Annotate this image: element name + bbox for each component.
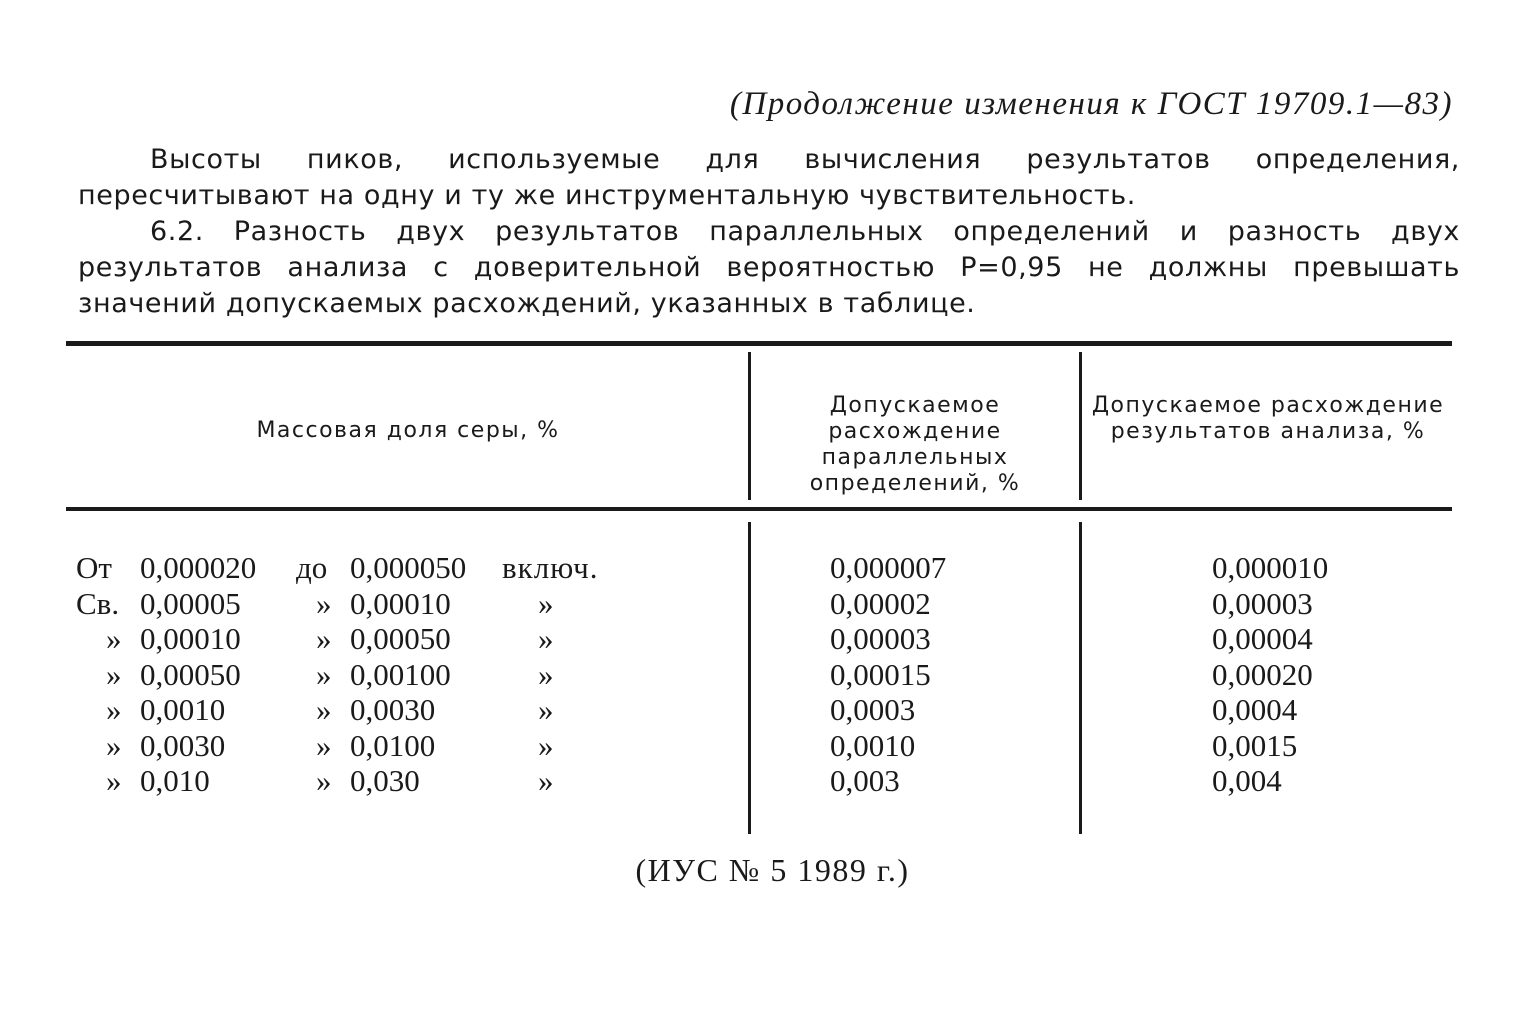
table-row — [0, 550, 1515, 586]
range-to: 0,000050 — [350, 550, 467, 585]
parallel-value: 0,00003 — [830, 621, 931, 656]
range-prefix: » — [106, 621, 122, 656]
range-to-word: » — [316, 727, 332, 763]
table-top-rule — [66, 341, 1452, 346]
table-row — [0, 692, 1515, 728]
range-to: 0,030 — [350, 763, 420, 798]
table-row — [0, 763, 1515, 799]
header-parallel-discrepancy: Допускаемое расхождение параллельных определений, % — [809, 393, 1021, 496]
page-header-title: (Продолжение изменения к ГОСТ 19709.1—83) — [729, 86, 1453, 122]
range-prefix: От — [76, 550, 112, 585]
range-from: 0,00005 — [140, 585, 241, 621]
range-suffix: » — [538, 585, 555, 621]
range-to-word: » — [316, 656, 332, 692]
range-suffix: » — [538, 621, 555, 656]
range-from: 0,000020 — [140, 550, 257, 585]
range-prefix: » — [106, 692, 122, 727]
analysis-value: 0,00020 — [1212, 656, 1313, 692]
range-to-word: до — [296, 550, 328, 585]
analysis-value: 0,0015 — [1212, 727, 1298, 763]
range-to: 0,00050 — [350, 621, 451, 656]
range-prefix: » — [106, 763, 122, 798]
paragraph-peak-heights: Высоты пиков, используемые для вычисления результатов определения, пересчитывают на одну и ту же инструментальную чувствительность. — [78, 144, 1460, 211]
range-from: 0,010 — [140, 763, 210, 798]
table-row — [0, 586, 1515, 622]
analysis-value: 0,0004 — [1212, 692, 1298, 727]
table-header-rule — [66, 507, 1452, 511]
range-to-word: » — [316, 692, 332, 727]
range-from: 0,00010 — [140, 621, 241, 656]
parallel-value: 0,003 — [830, 763, 900, 798]
table-body — [0, 550, 1515, 799]
range-to: 0,00100 — [350, 656, 451, 692]
range-to: 0,0030 — [350, 692, 436, 727]
range-suffix: » — [538, 656, 555, 692]
paragraph-6-2: 6.2. Разность двух результатов параллельных определений и разность двух результатов анализа с доверительной вероятностью P=0,95 не должны превышать значений допускаемых расхождений, указанных в таблице. — [78, 216, 1460, 319]
analysis-value: 0,00003 — [1212, 585, 1313, 621]
parallel-value: 0,0003 — [830, 692, 916, 727]
header-sulfur-fraction: Массовая доля серы, % — [256, 418, 560, 443]
footer-note: (ИУС № 5 1989 г.) — [635, 852, 910, 888]
range-suffix: включ. — [502, 550, 599, 585]
range-from: 0,0030 — [140, 727, 226, 763]
header-analysis-discrepancy: Допускаемое расхождение результатов анализа, % — [1091, 393, 1445, 444]
range-prefix: Св. — [76, 585, 120, 621]
range-from: 0,0010 — [140, 692, 226, 727]
parallel-value: 0,00015 — [830, 656, 931, 692]
range-prefix: » — [106, 656, 122, 692]
range-to: 0,00010 — [350, 585, 451, 621]
parallel-value: 0,0010 — [830, 727, 916, 763]
parallel-value: 0,00002 — [830, 585, 931, 621]
analysis-value: 0,000010 — [1212, 550, 1329, 585]
column-divider — [748, 352, 751, 500]
range-suffix: » — [538, 727, 555, 763]
range-suffix: » — [538, 692, 555, 727]
body-text — [78, 142, 1460, 322]
range-from: 0,00050 — [140, 656, 241, 692]
column-divider — [1079, 352, 1082, 500]
analysis-value: 0,00004 — [1212, 621, 1313, 656]
range-to: 0,0100 — [350, 727, 436, 763]
table-row — [0, 621, 1515, 657]
range-prefix: » — [106, 727, 122, 763]
range-to-word: » — [316, 763, 332, 798]
range-to-word: » — [316, 585, 332, 621]
parallel-value: 0,000007 — [830, 550, 947, 585]
range-suffix: » — [538, 763, 555, 798]
table-row — [0, 728, 1515, 764]
range-to-word: » — [316, 621, 332, 656]
analysis-value: 0,004 — [1212, 763, 1282, 798]
table-row — [0, 657, 1515, 693]
